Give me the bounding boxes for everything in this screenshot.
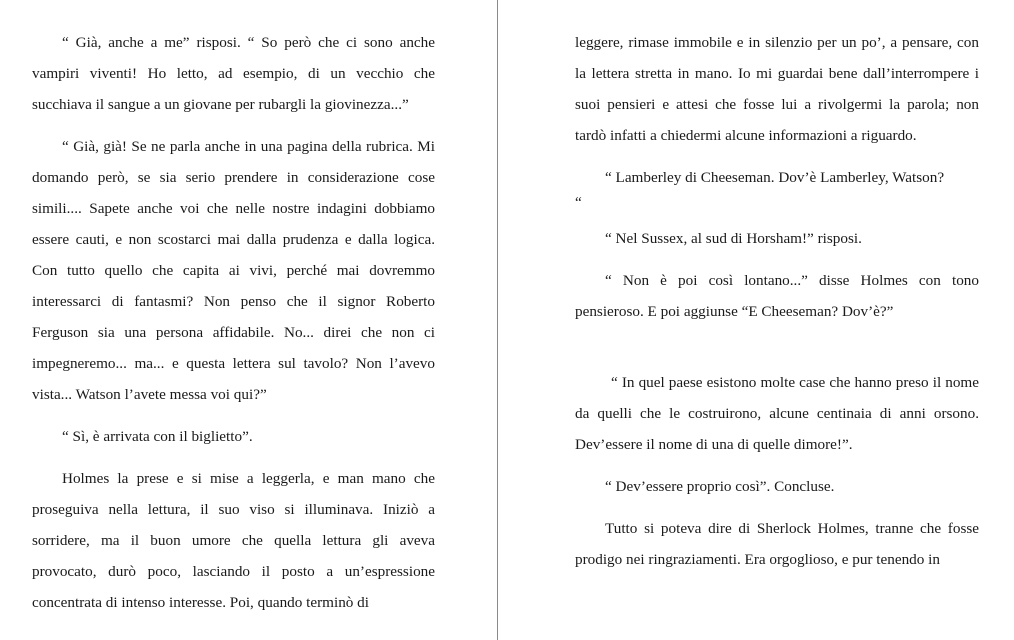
paragraph: Tutto si poteva dire di Sherlock Holmes, tranne che fosse prodigo nei ringraziamenti. Era orgoglioso, e pur tenendo in xyxy=(575,520,979,568)
page-divider xyxy=(497,0,498,640)
paragraph: “ In quel paese esistono molte case che hanno preso il nome da quelli che le costruirono, alcune centinaia di anni orsono. Dev’essere il nome di una di quelle dimore!”. xyxy=(575,374,979,453)
paragraph: “ Dev’essere proprio così”. Concluse. xyxy=(605,478,835,495)
paragraph: “ xyxy=(575,194,582,211)
paragraph: “ Lamberley di Cheeseman. Dov’è Lamberley, Watson? xyxy=(605,169,945,186)
paragraph: “ Sì, è arrivata con il biglietto”. xyxy=(62,428,253,445)
paragraph: Holmes la prese e si mise a leggerla, e man mano che proseguiva nella lettura, il suo viso si illuminava. Iniziò a sorridere, ma il buon umore che quella lettura gli aveva provocato, durò poco, lasciando il posto a un’espressione concentrata di intenso interesse. Poi, quando terminò di xyxy=(32,470,435,611)
left-page xyxy=(32,27,435,618)
paragraph: “ Nel Sussex, al sud di Horsham!” risposi. xyxy=(605,230,862,247)
paragraph: “ Già, anche a me” risposi. “ So però che ci sono anche vampiri viventi! Ho letto, ad esempio, di un vecchio che succhiava il sangue a un giovane per rubargli la giovinezza...” xyxy=(32,34,435,113)
paragraph: “ Non è poi così lontano...” disse Holmes con tono pensieroso. E poi aggiunse “E Cheeseman? Dov’è?” xyxy=(575,272,979,320)
paragraph-continuation: leggere, rimase immobile e in silenzio per un po’, a pensare, con la lettera stretta in mano. Io mi guardai bene dall’interrompere i suoi pensieri e attesi che fosse lui a rivolgermi la parola; non tardò infatti a chiedermi alcune informazioni a riguardo. xyxy=(575,34,979,144)
paragraph: “ Già, già! Se ne parla anche in una pagina della rubrica. Mi domando però, se sia serio prendere in considerazione cose simili.... Sapete anche voi che nelle nostre indagini dobbiamo essere cauti, e non scostarci mai dalla prudenza e dalla logica. Con tutto quello che capita ai vivi, perché mai dovremmo interessarci di fantasmi? Non penso che il signor Roberto Ferguson sia una persona affidabile. No... direi che non ci impegneremo... ma... e questa lettera sul tavolo? Non l’avevo vista... Watson l’avete messa voi qui?” xyxy=(32,138,435,403)
right-page xyxy=(575,27,979,575)
